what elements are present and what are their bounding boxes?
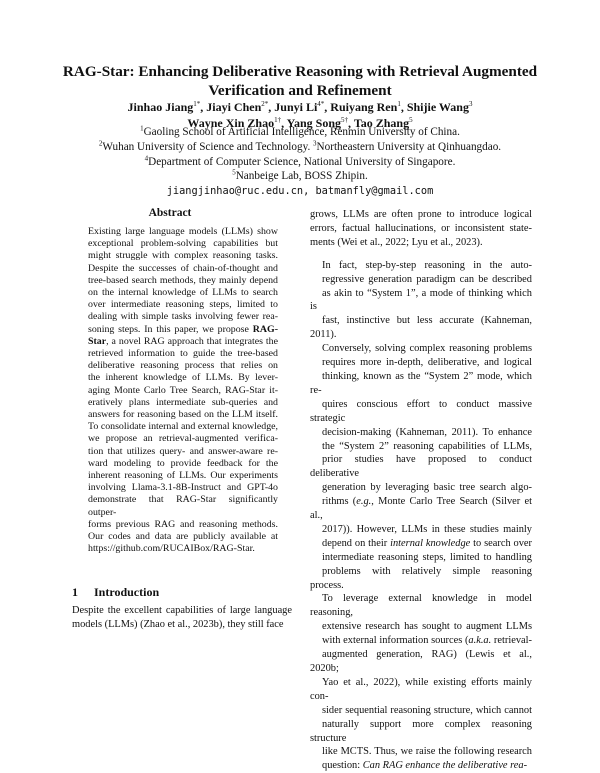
text-line: the inherent knowledge of LLMs. By lever- [88,372,278,384]
author-name: Shijie Wang [406,100,469,114]
text-line: errors, factual hallucinations, or inconsistent state- [310,222,532,234]
author-emails: jiangjinhao@ruc.edu.cn, batmanfly@gmail.com [166,185,434,198]
text-line: exceptional problem-solving capabilities but [88,238,278,250]
abstract-heading: Abstract [148,207,192,219]
affiliation-number: 1 [140,124,144,133]
title-line: Verification and Refinement [208,82,392,99]
text-line: on the internal knowledge of LLMs to search [88,287,278,299]
affiliation-line [40,155,560,170]
author-name: Junyi Li [274,100,318,114]
text-line: models (LLMs) (Zhao et al., 2023b), they still face [72,618,284,630]
right-column-text [310,208,532,773]
author-mark: 1 [397,100,401,108]
text-line: requires more in-depth, deliberative, and logical [322,357,532,369]
text-line: like MCTS. Thus, we raise the following research [322,746,532,758]
author-name: Ruiyang Ren [330,100,398,114]
text-line: question: Can RAG enhance the deliberative rea- [322,760,528,772]
text-line: prior studies have proposed to conduct deliberative [310,454,532,480]
text-line: retrieved information to guide the tree-based [88,348,278,360]
affiliation-number: 5 [232,168,236,177]
author-mark: 2* [261,100,269,108]
text-line: grows, LLMs are often prone to introduce logical [310,209,532,220]
text-line: demonstrate that RAG-Star significantly outper- [88,494,278,518]
text-line: dealing with simple tasks involving fewer rea- [88,311,278,323]
author-mark: 4* [317,100,325,108]
introduction-body-left [72,604,292,632]
text-line: Star, a novel RAG approach that integrates the [88,335,278,347]
text-line: Yao et al., 2022), while existing efforts mainly con- [310,676,532,702]
author-name: Tao Zhang [353,116,410,130]
affiliation-line [40,140,560,155]
text-line: aging Monte Carlo Tree Search, RAG-Star it- [88,384,278,396]
title-line: RAG-Star: Enhancing Deliberative Reasoning with Retrieval Augmented [62,63,538,80]
text-line: involving Llama-3.1-8B-Instruct and GPT-4o [88,482,278,494]
text-line: generation by leveraging basic tree search algo- [322,482,532,494]
text-line: eratively plans intermediate sub-queries and [88,396,278,408]
text-line: problems with relatively simple reasoning process. [310,565,532,591]
text-line: tree-based search methods, they mainly depend [88,274,278,286]
text-line: rithms (e.g., Monte Carlo Tree Search (Silver et al., [310,496,532,522]
section-title: Introduction [94,585,160,599]
text-line: answers for reasoning based on the LLM itself. [88,409,278,421]
text-line: thinking, known as the “System 2” mode, which re- [310,370,532,396]
text-line: Conversely, solving complex reasoning problems [322,343,532,355]
affiliation-number: 4 [144,153,149,162]
author-name: Wayne Xin Zhao [187,116,275,130]
text-line: To leverage external knowledge in model reasoning, [310,593,532,619]
text-line: might struggle with complex reasoning tasks. [88,250,278,262]
author-mark: 5 [409,116,413,124]
text-line: ments (Wei et al., 2022; Lyu et al., 2023). [310,236,483,248]
author-mark: 1† [274,116,282,124]
text-line: the “System 2” reasoning capabilities of LLMs, [322,440,532,452]
text-line: Despite the successes of chain-of-thought and [88,262,278,274]
paragraph [310,259,532,773]
text-line: augmented generation, RAG) (Lewis et al., 2020b; [310,649,532,674]
text-line: as akin to “System 1”, a mode of thinking which is [310,287,532,313]
text-line: In fact, step-by-step reasoning in the auto- [322,259,532,271]
affiliation-text: Nanbeige Lab, BOSS Zhipin. [235,170,368,183]
text-line: Despite the excellent capabilities of large language [72,605,292,616]
text-line: depend on their internal knowledge to search over [322,537,533,549]
author-name: Yang Song [286,116,342,130]
affiliation-text: Northeastern University at Qinhuangdao. [316,140,502,153]
text-line: regressive generation paradigm can be described [322,273,532,285]
affiliation-text: Wuhan University of Science and Technology. [102,140,311,153]
text-line: quires conscious effort to conduct massive strategic [310,398,532,424]
affiliation-line [40,169,560,184]
affiliations [40,125,560,199]
paragraph [310,208,532,250]
text-line: fast, instinctive but less accurate (Kahneman, 2011). [310,315,532,341]
author-mark: 1* [193,100,201,108]
author-mark: 5† [341,116,349,124]
text-line: https://github.com/RUCAIBox/RAG-Star. [88,543,255,555]
text-line: sider sequential reasoning structure, which cannot [322,704,532,716]
text-line: we propose an retrieval-augmented verifica- [88,433,278,445]
affiliation-text: Gaoling School of Artificial Intelligence, Renmin University of China. [143,126,460,138]
affiliation-number: 2 [98,139,103,148]
text-line: intermediate reasoning steps, limited to handling [322,551,532,563]
text-line: forms previous RAG and reasoning methods. [88,518,278,530]
author-line: Jinhao Jiang$^{1*}$, Jiayi Chen$^{2*}$, Junyi $Li^{4*}$, Ruiyang Ren$^1$, Shijie Wang$^3$ [127,100,473,114]
section-number: 1 [72,585,78,599]
paper-title [40,62,560,100]
author-name: Jiayi Chen [206,100,262,114]
abstract-body [88,226,278,555]
author-mark: 3 [468,100,473,108]
author-name: Jinhao Jiang [127,100,194,114]
text-line: deliberative reasoning process that relies on [88,360,278,372]
text-line: Existing large language models (LLMs) show [88,226,278,237]
affiliation-line [40,125,560,140]
text-line: Our codes and data are publicly available at [88,531,278,543]
text-line: extensive research has sought to augment LLMs [322,621,532,633]
section-heading-introduction [72,585,159,600]
text-line: 2017)). However, LLMs in these studies mainly [322,523,532,535]
text-line: soning steps. In this paper, we propose RAG- [88,323,278,335]
text-line: with external information sources (a.k.a. retrieval- [322,635,532,647]
text-line: To consolidate internal and external knowledge, [88,421,278,433]
text-line: over intermediate reasoning steps, limited to [88,299,278,311]
text-line: tion that utilizes query- and answer-aware re- [88,445,278,457]
text-line: inherent reasoning of LLMs. Our experiments [88,470,278,482]
affiliation-text: Department of Computer Science, National University of Singapore. [148,155,456,168]
text-line: naturally support more complex reasoning structure [310,718,532,744]
text-line: ward modeling to provide feedback for the [88,457,278,469]
text-line: decision-making (Kahneman, 2011). To enhance [322,426,532,438]
affiliation-number: 3 [313,139,317,148]
author-line: Wayne Xin Zhao$^{1\dagger}$, Yang Song$^{5\dagger}$, Tao Zhang$^5$ [187,116,413,130]
